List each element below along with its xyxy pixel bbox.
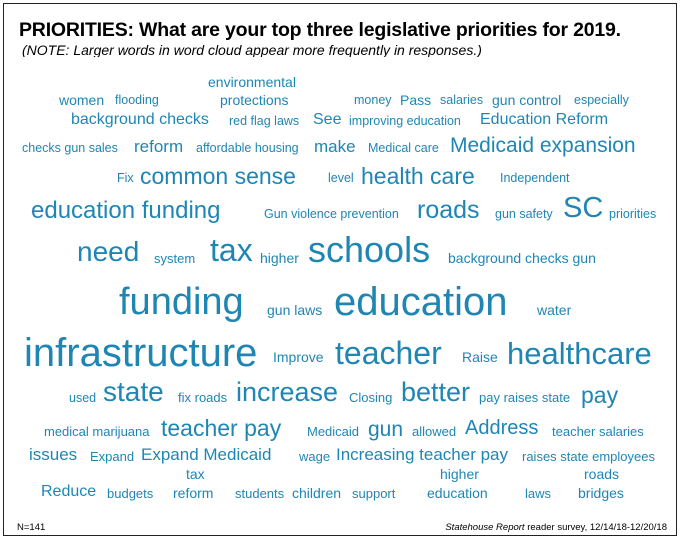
cloud-word: support [352,486,396,501]
cloud-word: common sense [140,163,296,189]
cloud-word: red flag laws [229,114,300,128]
cloud-word: better [401,377,471,407]
cloud-word: Address [465,417,539,439]
cloud-word: healthcare [507,336,652,371]
cloud-word: tax [210,232,253,268]
cloud-word: background checks [71,111,209,128]
cloud-word: increase [236,377,339,407]
cloud-word: state [103,376,164,407]
cloud-word: Improve [273,349,324,365]
cloud-word: children [292,485,342,501]
cloud-word: roads [417,196,480,224]
cloud-word: gun laws [267,302,323,318]
sample-size: N=141 [17,522,46,533]
cloud-word: funding [119,281,244,323]
cloud-word: Pass [400,92,432,108]
cloud-word: budgets [107,486,154,501]
cloud-word: Raise [462,349,498,365]
cloud-word: Medicaid expansion [450,134,636,157]
cloud-word: background checks gun [448,250,596,266]
cloud-word: gun safety [495,207,553,221]
cloud-word: roads [584,466,620,482]
cloud-word: pay raises state [479,390,571,405]
cloud-word: Independent [500,171,570,185]
cloud-word: Expand [90,449,135,464]
cloud-word: education [427,485,488,501]
word-cloud [4,4,678,537]
cloud-word: higher [260,250,299,266]
cloud-word: Closing [349,390,393,405]
cloud-word: improving education [349,114,461,128]
cloud-word: especially [574,93,629,107]
cloud-word: affordable housing [196,141,299,155]
cloud-word: Medical care [368,141,439,155]
cloud-word: gun control [492,92,562,108]
cloud-word: medical marijuana [44,424,150,439]
cloud-word: salaries [440,93,484,107]
cloud-word: system [154,251,196,266]
cloud-word: checks gun sales [22,141,118,155]
cloud-word: Expand Medicaid [141,445,272,464]
cloud-word: teacher [335,335,442,371]
cloud-word: Gun violence prevention [264,207,399,221]
cloud-word: gun [368,418,404,441]
cloud-word: used [69,391,97,405]
cloud-word: flooding [115,93,159,107]
cloud-word: women [59,92,105,108]
cloud-word: issues [29,445,78,464]
cloud-word: raises state employees [522,449,655,464]
source-publication: Statehouse Report [445,522,525,533]
cloud-word: wage [299,449,331,464]
cloud-word: bridges [578,485,624,501]
cloud-word: level [328,171,354,185]
cloud-word: education [334,280,508,324]
cloud-word: allowed [412,424,457,439]
cloud-word: Medicaid [307,424,360,439]
source-note [445,522,667,533]
cloud-word: students [235,486,285,501]
cloud-word: need [77,236,140,267]
cloud-word: reform [173,485,214,501]
cloud-word: environmental [208,74,296,90]
cloud-word: Education Reform [480,111,609,128]
cloud-word: education funding [31,197,221,224]
cloud-word: higher [440,466,479,482]
cloud-word: priorities [609,207,657,221]
source-details: reader survey, 12/14/18-12/20/18 [527,522,667,533]
cloud-word: SC [563,192,604,224]
chart-note: (NOTE: Larger words in word cloud appear more frequently in responses.) [22,42,482,57]
cloud-word: Increasing teacher pay [336,445,508,464]
cloud-word: protections [220,92,289,108]
chart-title: PRIORITIES: What are your top three legislative priorities for 2019. [19,19,621,41]
cloud-word: make [314,137,356,156]
word-cloud-panel [3,3,677,536]
cloud-word: teacher salaries [552,424,644,439]
cloud-word: teacher pay [161,415,282,441]
cloud-word: water [537,302,572,318]
cloud-word: infrastructure [24,331,258,375]
cloud-word: pay [581,382,619,408]
cloud-word: schools [308,229,431,270]
cloud-word: laws [525,486,552,501]
cloud-word: money [354,93,392,107]
cloud-word: fix roads [178,390,228,405]
cloud-word: health care [361,163,475,189]
cloud-word: Fix [117,171,134,185]
cloud-word: reform [134,137,184,156]
cloud-word: See [313,111,342,128]
cloud-word: tax [186,466,205,482]
cloud-word: Reduce [41,483,97,500]
